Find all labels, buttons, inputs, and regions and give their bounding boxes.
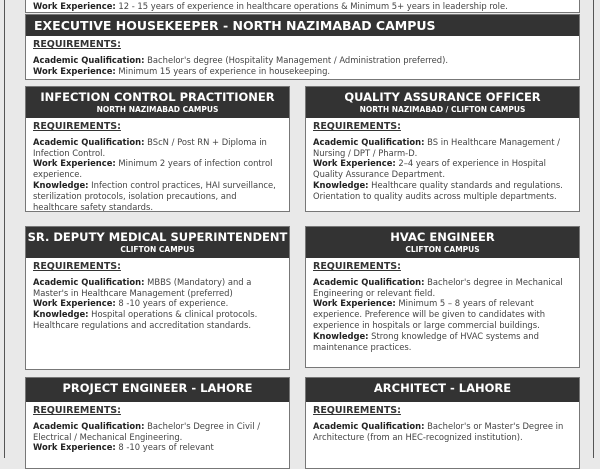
job-title-bar — [306, 227, 579, 258]
label: Academic Qualification: — [33, 54, 145, 65]
job-card — [305, 226, 580, 368]
value: Minimum 2 years of infection control experience. — [33, 158, 273, 180]
label: Academic Qualification: — [33, 136, 145, 147]
job-title: ARCHITECT - LAHORE — [373, 381, 512, 395]
academic-qualification — [313, 137, 572, 159]
value: Minimum 15 years of experience in housekeeping. — [115, 65, 331, 76]
work-experience — [33, 442, 282, 453]
label: Work Experience: — [33, 158, 116, 169]
knowledge — [313, 331, 572, 353]
value: Infection control practices, HAI surveillance, sterilization protocols, isolation precautions, and healthcare safety standards. — [33, 179, 276, 212]
knowledge — [33, 309, 282, 331]
label: Academic Qualification: — [313, 136, 425, 147]
academic-qualification — [33, 137, 282, 159]
value: 8 -10 years of experience. — [115, 298, 229, 309]
value: Minimum 5 – 8 years of relevant experience. Preference will be given to candidates with experience in hospitals or large commercial buildings. — [313, 298, 546, 330]
label: Work Experience: — [33, 1, 116, 11]
label: Academic Qualification: — [313, 420, 425, 431]
work-experience — [33, 298, 282, 309]
label: Knowledge: — [33, 179, 89, 190]
academic-qualification — [33, 277, 282, 299]
label: Work Experience: — [313, 298, 396, 309]
value: BScN / Post RN + Diploma in Infection Control. — [33, 136, 267, 158]
requirements-heading: REQUIREMENTS: — [33, 405, 121, 416]
job-title: SR. DEPUTY MEDICAL SUPERINTENDENT — [27, 230, 288, 244]
value: Bachelor's or Master's Degree in Architecture (from an HEC-recognized institution). — [313, 420, 564, 442]
campus: CLIFTON CAMPUS — [120, 245, 195, 254]
label: Work Experience: — [33, 442, 116, 453]
value: Bachelor's Degree in Civil / Electrical / Mechanical Engineering. — [33, 420, 261, 442]
job-title-bar — [26, 227, 289, 258]
requirements-heading: REQUIREMENTS: — [33, 261, 121, 272]
work-experience — [313, 298, 572, 330]
job-title-bar — [26, 87, 289, 118]
job-card — [25, 226, 290, 370]
value: 2–4 years of experience in Hospital Quality Assurance Department. — [313, 158, 546, 180]
job-title-bar — [26, 15, 579, 36]
label: Work Experience: — [33, 65, 116, 76]
value: Strong knowledge of HVAC systems and maintenance practices. — [313, 330, 539, 352]
job-title: HVAC ENGINEER — [390, 230, 495, 244]
label: Work Experience: — [33, 298, 116, 309]
campus: CLIFTON CAMPUS — [405, 245, 480, 254]
label: Knowledge: — [33, 309, 89, 320]
value: Bachelor's degree in Mechanical Engineering or relevant field. — [313, 276, 563, 298]
requirements-heading: REQUIREMENTS: — [313, 261, 401, 272]
job-card — [25, 86, 290, 212]
label: Academic Qualification: — [313, 276, 425, 287]
value: 8 -10 years of relevant — [115, 442, 214, 453]
requirements-heading: REQUIREMENTS: — [33, 39, 121, 50]
label: Academic Qualification: — [33, 420, 145, 431]
label: Work Experience: — [313, 158, 396, 169]
previous-job-fragment — [25, 0, 580, 13]
label: Knowledge: — [313, 330, 369, 341]
knowledge — [33, 180, 282, 212]
value: MBBS (Mandatory) and a Master's in Healthcare Management (preferred) — [33, 276, 252, 298]
value: BS in Healthcare Management / Nursing / DPT / Pharm-D. — [313, 136, 561, 158]
requirements-heading: REQUIREMENTS: — [313, 121, 401, 132]
job-title-bar — [306, 87, 579, 118]
work-experience — [313, 158, 572, 180]
label: Academic Qualification: — [33, 276, 145, 287]
job-card — [305, 86, 580, 212]
work-experience — [33, 66, 572, 77]
job-title-bar — [26, 378, 289, 402]
label: Knowledge: — [313, 179, 369, 190]
requirements-heading: REQUIREMENTS: — [313, 405, 401, 416]
academic-qualification — [33, 55, 572, 66]
job-card — [305, 377, 580, 469]
requirements-heading: REQUIREMENTS: — [33, 121, 121, 132]
job-title: QUALITY ASSURANCE OFFICER — [344, 90, 541, 104]
value: Bachelor's degree (Hospitality Management / Administration preferred). — [144, 54, 449, 65]
text: 12 - 15 years of experience in healthcare operations & Minimum 5+ years in leadership role. — [115, 1, 508, 11]
knowledge — [313, 180, 572, 202]
job-title: PROJECT ENGINEER - LAHORE — [62, 381, 253, 395]
job-title: INFECTION CONTROL PRACTITIONER — [40, 90, 275, 104]
work-experience — [33, 158, 282, 180]
value: Hospital operations & clinical protocols. Healthcare regulations and accreditation standards. — [33, 309, 258, 330]
job-title: EXECUTIVE HOUSEKEEPER - NORTH NAZIMABAD CAMPUS — [34, 18, 436, 33]
campus: NORTH NAZIMABAD / CLIFTON CAMPUS — [359, 105, 526, 114]
value: Healthcare quality standards and regulations. Orientation to quality audits across multiple departments. — [313, 179, 563, 201]
academic-qualification — [313, 421, 572, 443]
job-card — [25, 377, 290, 469]
academic-qualification — [33, 421, 282, 443]
job-executive-housekeeper — [25, 14, 580, 80]
campus: NORTH NAZIMABAD CAMPUS — [96, 105, 219, 114]
academic-qualification — [313, 277, 572, 299]
job-title-bar — [306, 378, 579, 402]
